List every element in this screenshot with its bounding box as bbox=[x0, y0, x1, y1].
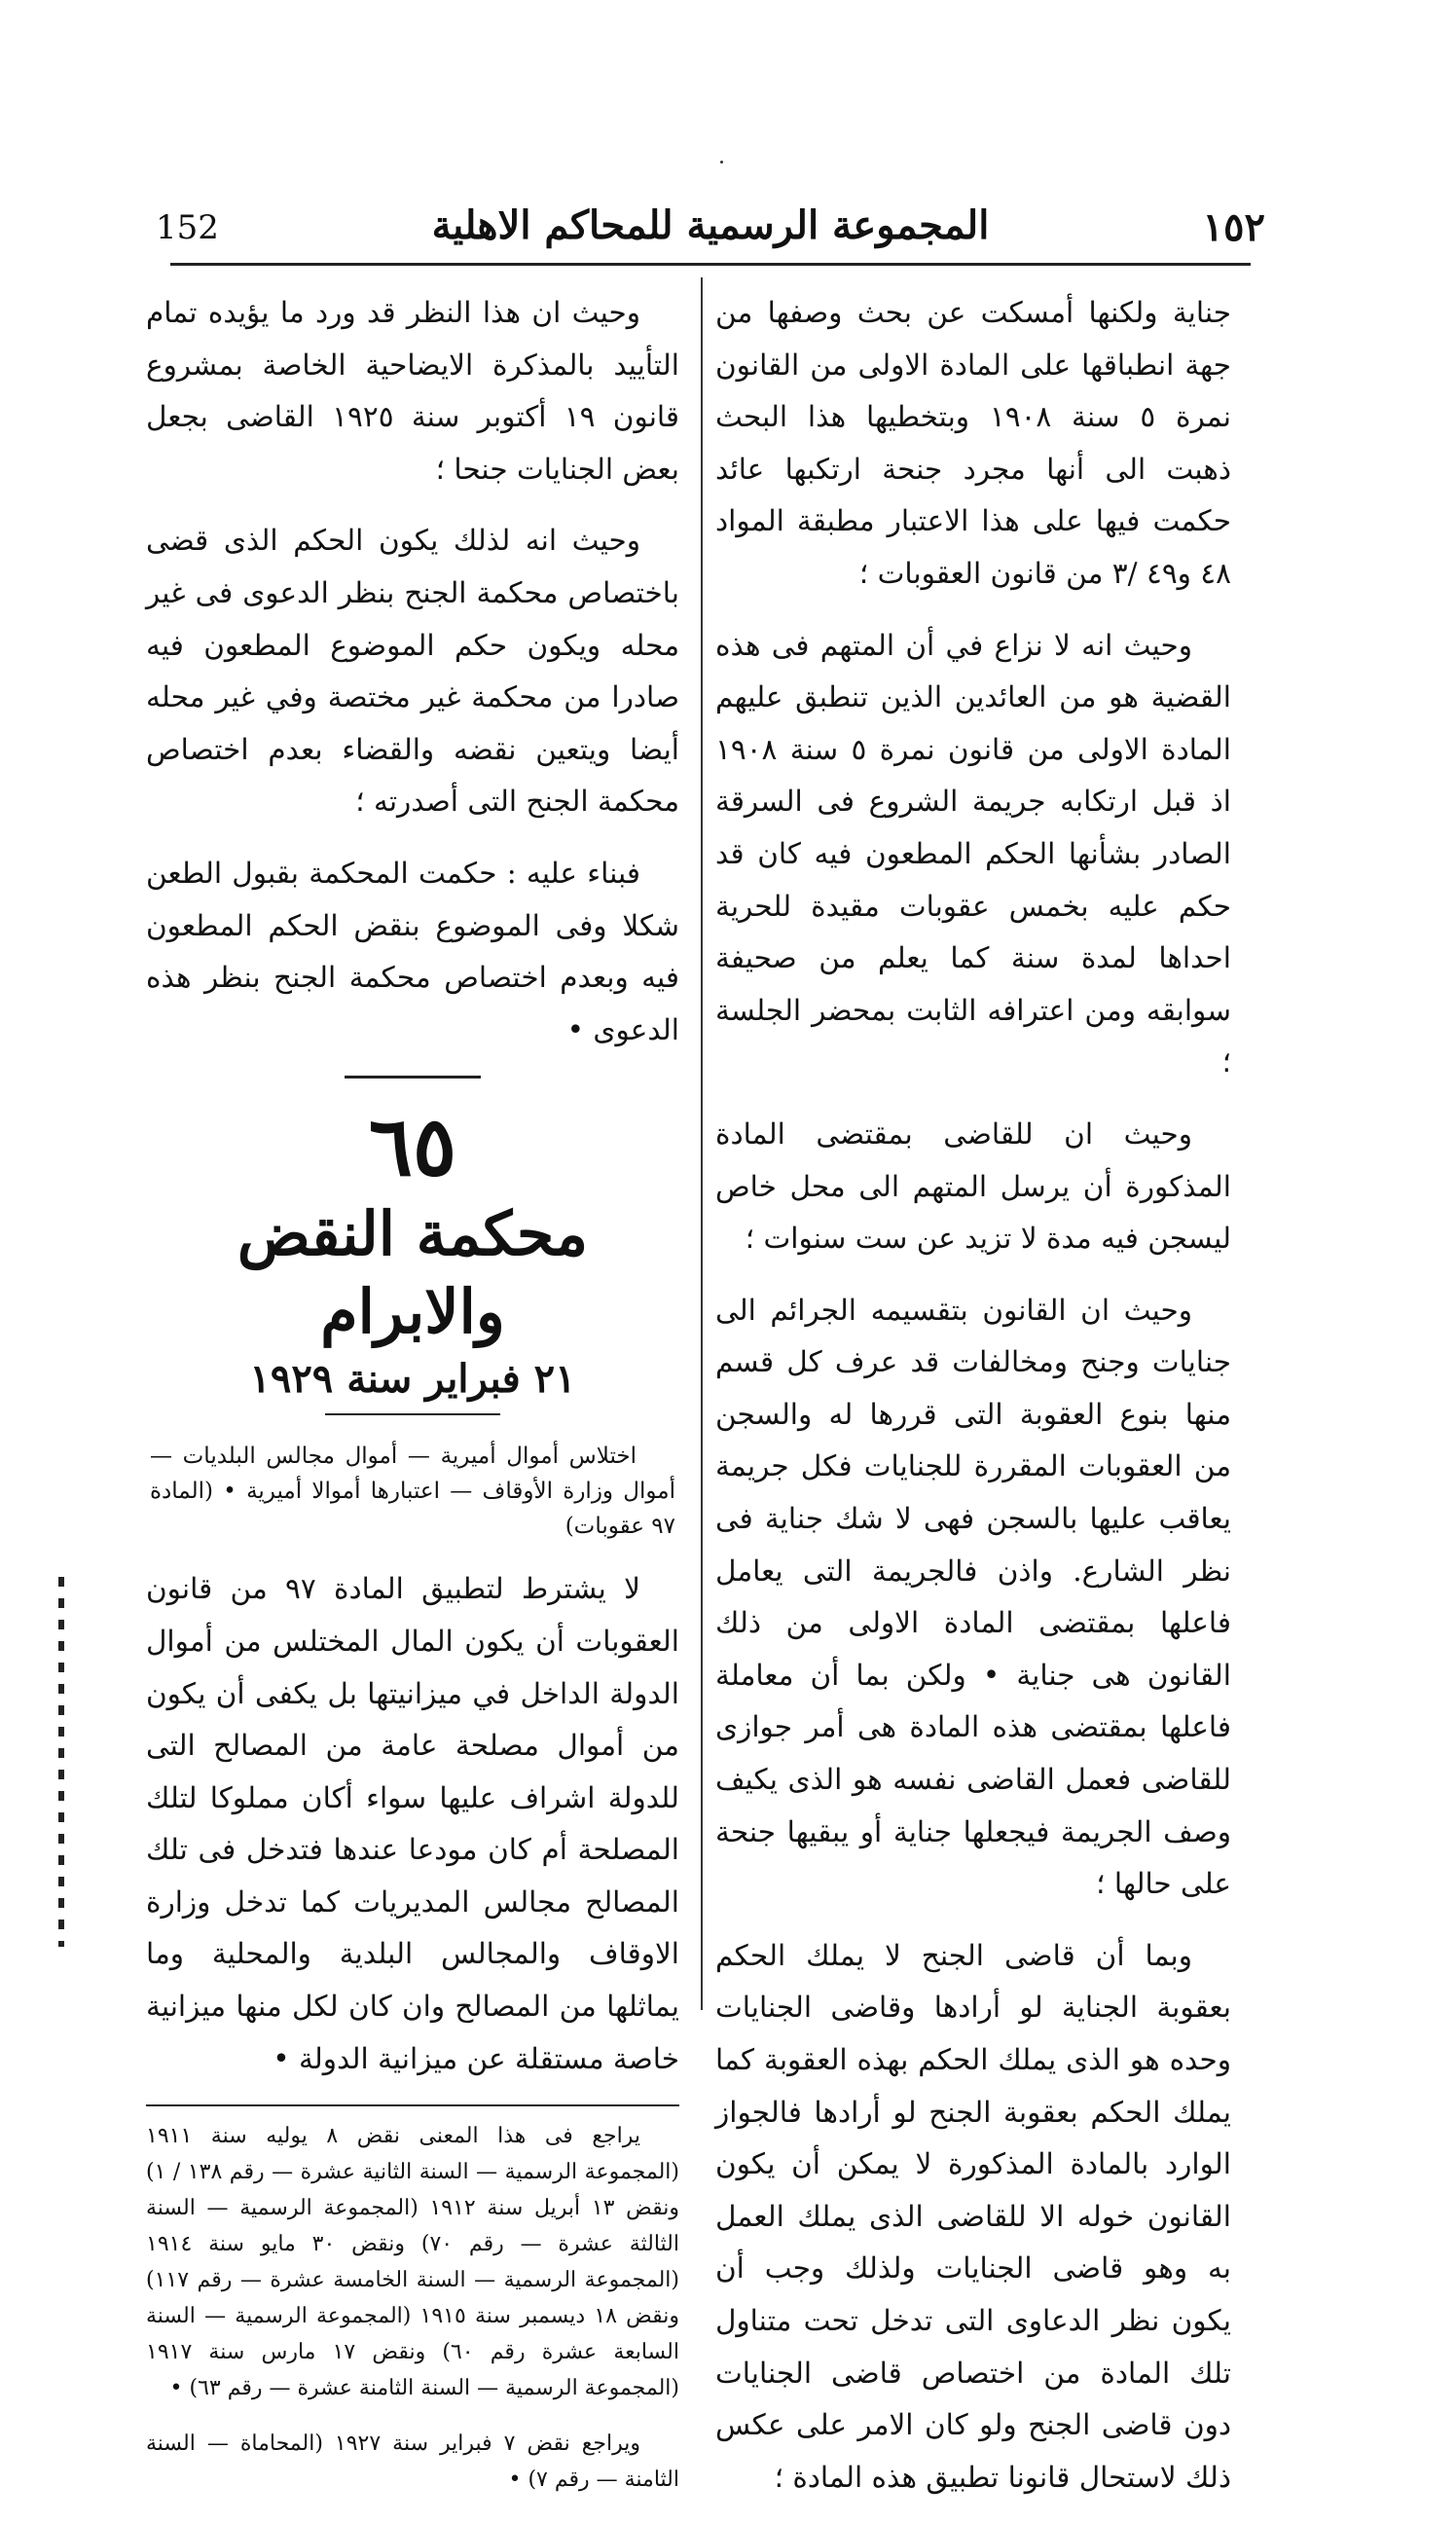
paragraph: وحيث ان للقاضى بمقتضى المادة المذكورة أن يرسل المتهم الى محل خاص ليسجن فيه مدة لا تزيد عن ست سنوات ؛ bbox=[715, 1116, 1231, 1256]
legal-principle: لا يشترط لتطبيق المادة ٩٧ من قانون العقوبات أن يكون المال المختلس من أموال الدولة الداخل في ميزانيتها بل يكفى أن يكون من أموال مصلحة عامة من المصالح التى للدولة اشراف عليها سواء أكان مملوكا لتلك المصلحة أم كان مودعا عندها فتدخل فى تلك المصالح مجالس المديريات كما تدخل وزارة الاوقاف والمجالس البلدية والمحلية وما يماثلها من المصالح وان كان لكل منها ميزانية خاصة مستقلة عن ميزانية الدولة • bbox=[146, 1572, 679, 2075]
paragraph: وبما أن قاضى الجنح لا يملك الحكم بعقوبة الجناية لو أرادها وقاضى الجنايات وحده هو الذى يملك الحكم بهذه العقوبة كما يملك الحكم بعقوبة الجنح لو أرادها فالجواز الوارد بالمادة المذكورة لا يمكن أن يكون القانون خوله الا للقاضى الذى يملك العمل به وهو قاضى الجنايات ولذلك وجب أن يكون نظر الدعاوى التى تدخل تحت متناول تلك المادة من اختصاص قاضى الجنايات دون قاضى الجنح ولو كان الامر على عكس ذلك لاستحال قانونا تطبيق هذه المادة ؛ bbox=[715, 1938, 1231, 2494]
paragraph: وحيث ان هذا النظر قد ورد ما يؤيده تمام التأييد بالمذكرة الايضاحية الخاصة بمشروع قانون ١٩ أكتوبر سنة ١٩٢٥ القاضى بجعل بعض الجنايات جنحا ؛ bbox=[146, 296, 679, 486]
paragraph: وحيث انه لا نزاع في أن المتهم فى هذه القضية هو من العائدين الذين تنطبق عليهم المادة الاولى من قانون نمرة ٥ سنة ١٩٠٨ اذ قبل ارتكابه جريمة الشروع فى السرقة الصادر بشأنها الحكم المطعون فيه كان قد حكم عليه بخمس عقوبات مقيدة للحرية احداها لمدة سنة كما يعلم من صحيفة سوابقه ومن اعترافه الثابت بمحضر الجلسة ؛ bbox=[715, 628, 1231, 1079]
headnote: اختلاس أموال أميرية — أموال مجالس البلديات — أموال وزارة الأوقاف — اعتبارها أموالا أميرية • (المادة ٩٧ عقوبات) bbox=[150, 1444, 675, 1540]
case-number: ٦٥ bbox=[368, 1098, 457, 1195]
page-number-latin: 152 bbox=[156, 208, 219, 247]
left-column bbox=[146, 287, 679, 2517]
court-name: محكمة النقض والابرام bbox=[237, 1198, 589, 1348]
binding-edge-marks bbox=[58, 1577, 64, 1947]
footnote: يراجع فى هذا المعنى نقض ٨ يوليه سنة ١٩١١ (المجموعة الرسمية — السنة الثانية عشرة — رقم ١٣٨ / ١) ونقض ١٣ أبريل سنة ١٩١٢ (المجموعة الرسمية — السنة الثالثة عشرة — رقم ٧٠) ونقض ٣٠ مايو سنة ١٩١٤ (المجموعة الرسمية — السنة الخامسة عشرة — رقم ١١٧) ونقض ١٨ ديسمبر سنة ١٩١٥ (المجموعة الرسمية — السنة السابعة عشرة رقم ٦٠) ونقض ١٧ مارس سنة ١٩١٧ (المجموعة الرسمية — السنة الثامنة عشرة — رقم ٦٣) • bbox=[146, 2124, 679, 2401]
footnote-rule bbox=[146, 2104, 679, 2106]
speck bbox=[720, 161, 723, 164]
right-column bbox=[715, 287, 1231, 2523]
running-title: المجموعة الرسمية للمحاكم الاهلية bbox=[431, 202, 990, 248]
paragraph: فبناء عليه : حكمت المحكمة بقبول الطعن شكلا وفى الموضوع بنقض الحكم المطعون فيه وبعدم اختصاص محكمة الجنح بنظر هذه الدعوى • bbox=[146, 856, 679, 1046]
footnote: ويراجع نقض ٧ فبراير سنة ١٩٢٧ (المحاماة — السنة الثامنة — رقم ٧) • bbox=[146, 2432, 679, 2493]
date-underline bbox=[325, 1413, 500, 1415]
paragraph: وحيث انه لذلك يكون الحكم الذى قضى باختصاص محكمة الجنح بنظر الدعوى فى غير محله ويكون حكم الموضوع المطعون فيه صادرا من محكمة غير مختصة وفي غير محله أيضا ويتعين نقضه والقضاء بعدم اختصاص محكمة الجنح التى أصدرته ؛ bbox=[146, 524, 679, 819]
page-header bbox=[156, 195, 1265, 259]
section-separator bbox=[345, 1076, 481, 1079]
header-rule bbox=[170, 263, 1251, 266]
page-number-arabic: ١٥٢ bbox=[1202, 204, 1265, 250]
paragraph: جناية ولكنها أمسكت عن بحث وصفها من جهة انطباقها على المادة الاولى من القانون نمرة ٥ سنة ١٩٠٨ وبتخطيها هذا البحث ذهبت الى أنها مجرد جنحة ارتكبها عائد حكمت فيها على هذا الاعتبار مطبقة المواد ٤٨ و٤٩ /٣ من قانون العقوبات ؛ bbox=[715, 296, 1231, 590]
paragraph: وحيث ان القانون بتقسيمه الجرائم الى جنايات وجنح ومخالفات قد عرف كل قسم منها بنوع العقوبة التى قررها له والسجن من العقوبات المقررة للجنايات فكل جريمة يعاقب عليها بالسجن فهى لا شك جناية فى نظر الشارع. واذن فالجريمة التى يعامل فاعلها بمقتضى المادة الاولى من ذلك القانون هى جناية • ولكن بما أن معاملة فاعلها بمقتضى هذه المادة هى أمر جوازى للقاضى فعمل القاضى نفسه هو الذى يكيف وصف الجريمة فيجعلها جناية أو يبقيها جنحة على حالها ؛ bbox=[715, 1293, 1231, 1901]
column-divider bbox=[701, 277, 703, 2010]
judgment-date: ٢١ فبراير سنة ١٩٢٩ bbox=[249, 1356, 576, 1403]
